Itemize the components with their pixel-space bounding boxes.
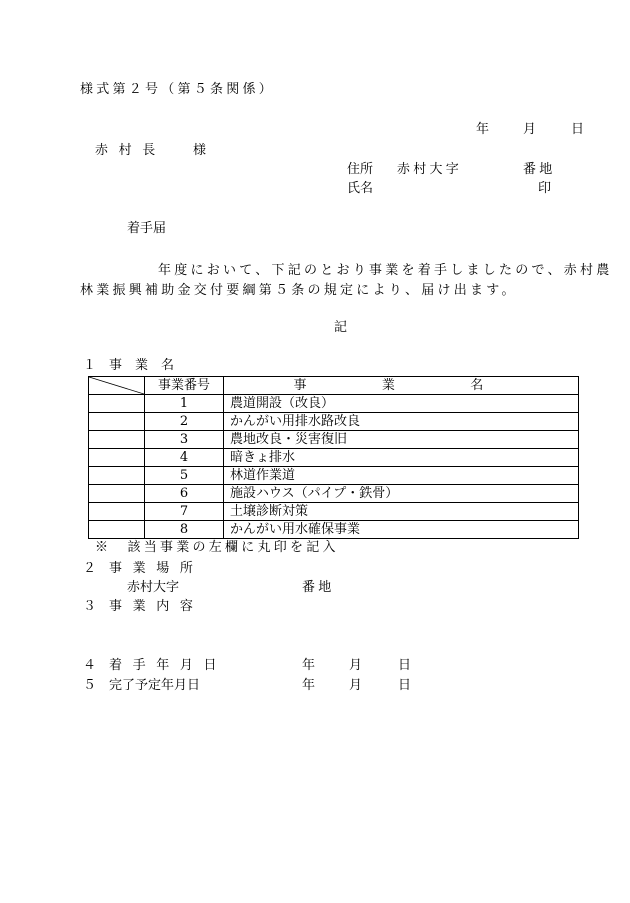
addressee-honorific: 様: [193, 143, 207, 158]
seal-label: 印: [538, 181, 552, 196]
table-row: [89, 503, 579, 521]
row-check-cell[interactable]: [89, 431, 145, 449]
address-banchi: 番地: [523, 162, 556, 177]
row-check-cell[interactable]: [89, 395, 145, 413]
form-number: 様式第２号（第５条関係）: [80, 82, 276, 97]
address-label: 住所: [347, 162, 374, 177]
row-check-cell[interactable]: [89, 449, 145, 467]
row-number: 5: [145, 467, 224, 485]
section-4-year: 年: [302, 658, 316, 673]
body-text-line-1: 年度において、下記のとおり事業を着手しましたので、赤村農: [158, 263, 613, 278]
date-day-label: 日: [571, 122, 585, 137]
section-5-number: ５: [83, 678, 97, 693]
row-check-cell[interactable]: [89, 503, 145, 521]
row-number: 2: [145, 413, 224, 431]
table-note: ※ 該当事業の左欄に丸印を記入: [95, 540, 339, 555]
table-row: [89, 413, 579, 431]
row-number: 4: [145, 449, 224, 467]
table-header-number: 事業番号: [145, 377, 224, 395]
section-5-year: 年: [302, 678, 316, 693]
date-month-label: 月: [523, 122, 537, 137]
section-1-label: 事 業 名: [109, 358, 175, 373]
table-row: [89, 485, 579, 503]
document-title: 着手届: [127, 221, 167, 236]
addressee-name: 赤 村 長: [95, 143, 159, 158]
section-4-label: 着 手 年 月 日: [109, 658, 220, 673]
section-3-label: 事 業 内 容: [109, 599, 197, 614]
row-project-name: 農地改良・災害復旧: [224, 431, 579, 449]
date-year-label: 年: [476, 122, 490, 137]
table-header-name: 事 業 名: [224, 377, 579, 395]
project-table: [88, 376, 579, 539]
section-5-day: 日: [398, 678, 412, 693]
name-label: 氏名: [347, 181, 374, 196]
row-check-cell[interactable]: [89, 413, 145, 431]
section-5-month: 月: [349, 678, 363, 693]
row-project-name: 暗きょ排水: [224, 449, 579, 467]
row-project-name: 土壌診断対策: [224, 503, 579, 521]
row-number: 7: [145, 503, 224, 521]
section-4-month: 月: [349, 658, 363, 673]
row-project-name: 農道開設（改良）: [224, 395, 579, 413]
table-row: [89, 467, 579, 485]
section-3-number: ３: [83, 599, 97, 614]
table-row: [89, 449, 579, 467]
body-text-line-2: 林業振興補助金交付要綱第５条の規定により、届け出ます。: [80, 283, 518, 298]
row-number: 3: [145, 431, 224, 449]
section-4-day: 日: [398, 658, 412, 673]
section-2-number: ２: [83, 561, 97, 576]
table-header-row: [89, 377, 579, 395]
section-5-label: 完了予定年月日: [109, 678, 201, 693]
ki-heading: 記: [334, 320, 348, 335]
row-check-cell[interactable]: [89, 521, 145, 539]
row-project-name: 林道作業道: [224, 467, 579, 485]
table-header-check: [89, 377, 145, 395]
diagonal-line: [89, 377, 144, 394]
row-check-cell[interactable]: [89, 467, 145, 485]
row-check-cell[interactable]: [89, 485, 145, 503]
row-project-name: かんがい用排水路改良: [224, 413, 579, 431]
row-number: 8: [145, 521, 224, 539]
section-2-label: 事 業 場 所: [109, 561, 197, 576]
table-row: [89, 431, 579, 449]
row-number: 6: [145, 485, 224, 503]
table-row: [89, 521, 579, 539]
section-1-number: １: [83, 358, 97, 373]
section-2-banchi: 番地: [302, 580, 335, 595]
address-value: 赤村大字: [397, 162, 463, 177]
section-2-place: 赤村大字: [127, 580, 180, 595]
table-row: [89, 395, 579, 413]
row-project-name: かんがい用水確保事業: [224, 521, 579, 539]
row-number: 1: [145, 395, 224, 413]
row-project-name: 施設ハウス（パイプ・鉄骨）: [224, 485, 579, 503]
section-4-number: ４: [83, 658, 97, 673]
